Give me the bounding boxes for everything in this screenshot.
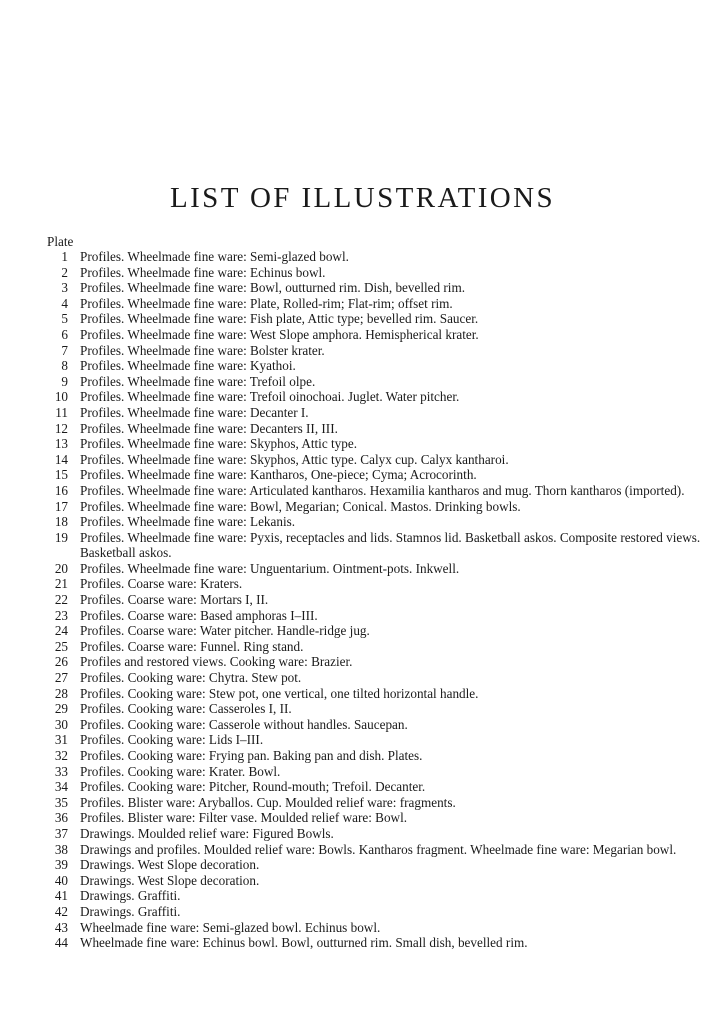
plate-description: Profiles. Coarse ware: Mortars I, II. [80, 592, 269, 608]
plate-number: 9 [61, 373, 68, 389]
plate-description: Drawings. West Slope decoration. [80, 857, 260, 873]
plate-number: 41 [54, 888, 68, 904]
plate-description: Profiles. Wheelmade fine ware: Decanter I. [80, 404, 309, 420]
list-item [40, 920, 705, 936]
plate-description: Profiles. Blister ware: Filter vase. Moulded relief ware: Bowl. [80, 810, 408, 826]
plate-number: 29 [54, 701, 68, 717]
plate-number: 6 [61, 326, 68, 342]
page-title: LIST OF ILLUSTRATIONS [170, 182, 555, 214]
plate-description: Drawings. Graffiti. [80, 888, 181, 904]
plate-number: 42 [54, 903, 68, 919]
list-item [40, 249, 705, 265]
plate-number: 35 [54, 794, 68, 810]
plate-number: 39 [54, 857, 68, 873]
plate-description: Drawings. Moulded relief ware: Figured Bowls. [80, 825, 334, 841]
list-item [40, 654, 705, 670]
plate-description: Profiles. Coarse ware: Water pitcher. Handle-ridge jug. [80, 623, 370, 639]
list-item [40, 779, 705, 795]
plate-number: 30 [54, 716, 68, 732]
list-item [40, 873, 705, 889]
list-item [40, 592, 705, 608]
list-item [40, 623, 705, 639]
plate-description: Profiles. Coarse ware: Based amphoras I–III. [80, 607, 318, 623]
plate-number: 3 [61, 280, 68, 296]
list-item [40, 904, 705, 920]
plate-description: Profiles. Wheelmade fine ware: Echinus bowl. [80, 264, 326, 280]
plate-description: Profiles. Wheelmade fine ware: Plate, Rolled-rim; Flat-rim; offset rim. [80, 295, 453, 311]
list-item [40, 764, 705, 780]
plate-description: Drawings. Graffiti. [80, 903, 181, 919]
list-item [40, 421, 705, 437]
list-item [40, 467, 705, 483]
plate-number: 27 [54, 670, 68, 686]
list-item [40, 748, 705, 764]
plate-number: 13 [54, 436, 68, 452]
plate-description: Profiles. Wheelmade fine ware: Unguentarium. Ointment-pots. Inkwell. [80, 560, 460, 576]
list-item [40, 280, 705, 296]
list-item [40, 514, 705, 530]
plate-description: Wheelmade fine ware: Echinus bowl. Bowl, outturned rim. Small dish, bevelled rim. [80, 935, 528, 951]
list-item [40, 452, 705, 468]
list-item [40, 374, 705, 390]
plate-number: 11 [55, 404, 68, 420]
plate-number: 19 [54, 529, 68, 545]
plate-description: Profiles. Coarse ware: Funnel. Ring stand. [80, 638, 304, 654]
plate-description: Profiles. Blister ware: Aryballos. Cup. Moulded relief ware: fragments. [80, 794, 456, 810]
plate-number: 31 [54, 732, 68, 748]
plate-number: 2 [61, 264, 68, 280]
plate-number: 32 [54, 748, 68, 763]
plate-description: Profiles. Wheelmade fine ware: Kyathoi. [80, 358, 296, 374]
plate-description: Profiles. Wheelmade fine ware: Lekanis. [80, 514, 296, 530]
plate-description: Profiles. Cooking ware: Casseroles I, II. [80, 701, 292, 717]
list-item [40, 311, 705, 327]
plate-description: Profiles. Wheelmade fine ware: West Slope amphora. Hemispherical krater. [80, 326, 479, 342]
plate-description: Profiles. Wheelmade fine ware: Semi-glazed bowl. [80, 249, 349, 264]
list-item [40, 265, 705, 281]
plate-number: 40 [54, 872, 68, 888]
plate-description: Drawings. West Slope decoration. [80, 872, 260, 888]
plate-description: Profiles. Cooking ware: Stew pot, one vertical, one tilted horizontal handle. [80, 685, 479, 701]
plate-number: 4 [61, 295, 68, 311]
plate-description: Profiles. Wheelmade fine ware: Bowl, Megarian; Conical. Mastos. Drinking bowls. [80, 498, 521, 514]
list-item [40, 389, 705, 405]
list-item [40, 701, 705, 717]
plate-number: 24 [54, 623, 68, 639]
plate-description: Profiles. Wheelmade fine ware: Kantharos, One-piece; Cyma; Acrocorinth. [80, 467, 477, 483]
plate-description: Drawings and profiles. Moulded relief ware: Bowls. Kantharos fragment. Wheelmade fine ware: Megarian bowl. [80, 841, 677, 857]
plate-description: Profiles. Wheelmade fine ware: Fish plate, Attic type; bevelled rim. Saucer. [80, 311, 479, 327]
plate-number: 16 [54, 482, 68, 498]
plate-description: Profiles. Wheelmade fine ware: Trefoil oinochoai. Juglet. Water pitcher. [80, 389, 460, 405]
plate-number: 7 [61, 342, 68, 358]
plate-description: Profiles. Wheelmade fine ware: Decanters II, III. [80, 420, 338, 436]
plate-number: 12 [54, 420, 68, 436]
list-item [40, 732, 705, 748]
plate-description: Profiles. Cooking ware: Frying pan. Baking pan and dish. Plates. [80, 748, 423, 763]
list-item [40, 296, 705, 312]
list-item [40, 608, 705, 624]
plate-number: 28 [54, 685, 68, 701]
plate-description: Profiles. Wheelmade fine ware: Articulated kantharos. Hexamilia kantharos and mug. Thorn kantharos (imported). [80, 482, 685, 498]
plate-description: Profiles. Cooking ware: Chytra. Stew pot. [80, 670, 302, 686]
list-item [40, 857, 705, 873]
list-item [40, 561, 705, 577]
list-item [40, 826, 705, 842]
plate-number: 15 [54, 467, 68, 483]
list-item [40, 358, 705, 374]
plate-number: 17 [54, 498, 68, 514]
plate-number: 37 [54, 825, 68, 841]
plate-description: Profiles. Wheelmade fine ware: Skyphos, Attic type. Calyx cup. Calyx kantharoi. [80, 451, 509, 467]
plate-number: 10 [54, 389, 68, 405]
plate-number: 1 [61, 249, 68, 264]
plate-description: Profiles. Wheelmade fine ware: Pyxis, receptacles and lids. Stamnos lid. Basketball askos. Composite restored views. Basketball askos. [80, 529, 701, 561]
plate-description: Profiles. Wheelmade fine ware: Bolster krater. [80, 342, 325, 358]
plate-number: 20 [54, 560, 68, 576]
plate-number: 23 [54, 607, 68, 623]
list-item [40, 530, 705, 561]
illustration-list [40, 249, 705, 951]
plate-description: Wheelmade fine ware: Semi-glazed bowl. Echinus bowl. [80, 919, 381, 935]
list-item [40, 405, 705, 421]
list-item [40, 327, 705, 343]
plate-description: Profiles. Coarse ware: Kraters. [80, 576, 243, 592]
plate-number: 18 [54, 514, 68, 530]
list-item [40, 795, 705, 811]
plate-number: 44 [54, 935, 68, 951]
plate-column-heading: Plate [47, 234, 74, 249]
list-item [40, 483, 705, 499]
list-item [40, 343, 705, 359]
plate-number: 21 [54, 576, 68, 592]
list-item [40, 717, 705, 733]
list-item [40, 810, 705, 826]
plate-description: Profiles. Cooking ware: Pitcher, Round-mouth; Trefoil. Decanter. [80, 779, 426, 795]
plate-number: 36 [54, 810, 68, 826]
plate-number: 22 [54, 592, 68, 608]
plate-number: 8 [61, 358, 68, 374]
plate-description: Profiles. Cooking ware: Krater. Bowl. [80, 763, 281, 779]
plate-description: Profiles. Wheelmade fine ware: Trefoil olpe. [80, 373, 316, 389]
plate-description: Profiles. Wheelmade fine ware: Skyphos, Attic type. [80, 436, 357, 452]
plate-number: 26 [54, 654, 68, 670]
list-item [40, 436, 705, 452]
plate-number: 43 [54, 919, 68, 935]
list-item [40, 842, 705, 858]
plate-description: Profiles. Cooking ware: Lids I–III. [80, 732, 264, 748]
plate-number: 34 [54, 779, 68, 795]
plate-number: 14 [54, 451, 68, 467]
plate-number: 38 [54, 841, 68, 857]
list-item [40, 639, 705, 655]
list-item [40, 499, 705, 515]
list-item [40, 888, 705, 904]
plate-description: Profiles. Wheelmade fine ware: Bowl, outturned rim. Dish, bevelled rim. [80, 280, 466, 296]
list-item [40, 576, 705, 592]
plate-number: 25 [54, 638, 68, 654]
plate-description: Profiles and restored views. Cooking ware: Brazier. [80, 654, 353, 670]
list-item [40, 935, 705, 951]
plate-number: 33 [54, 763, 68, 779]
list-item [40, 670, 705, 686]
list-item [40, 686, 705, 702]
plate-number: 5 [61, 311, 68, 327]
plate-description: Profiles. Cooking ware: Casserole without handles. Saucepan. [80, 716, 408, 732]
